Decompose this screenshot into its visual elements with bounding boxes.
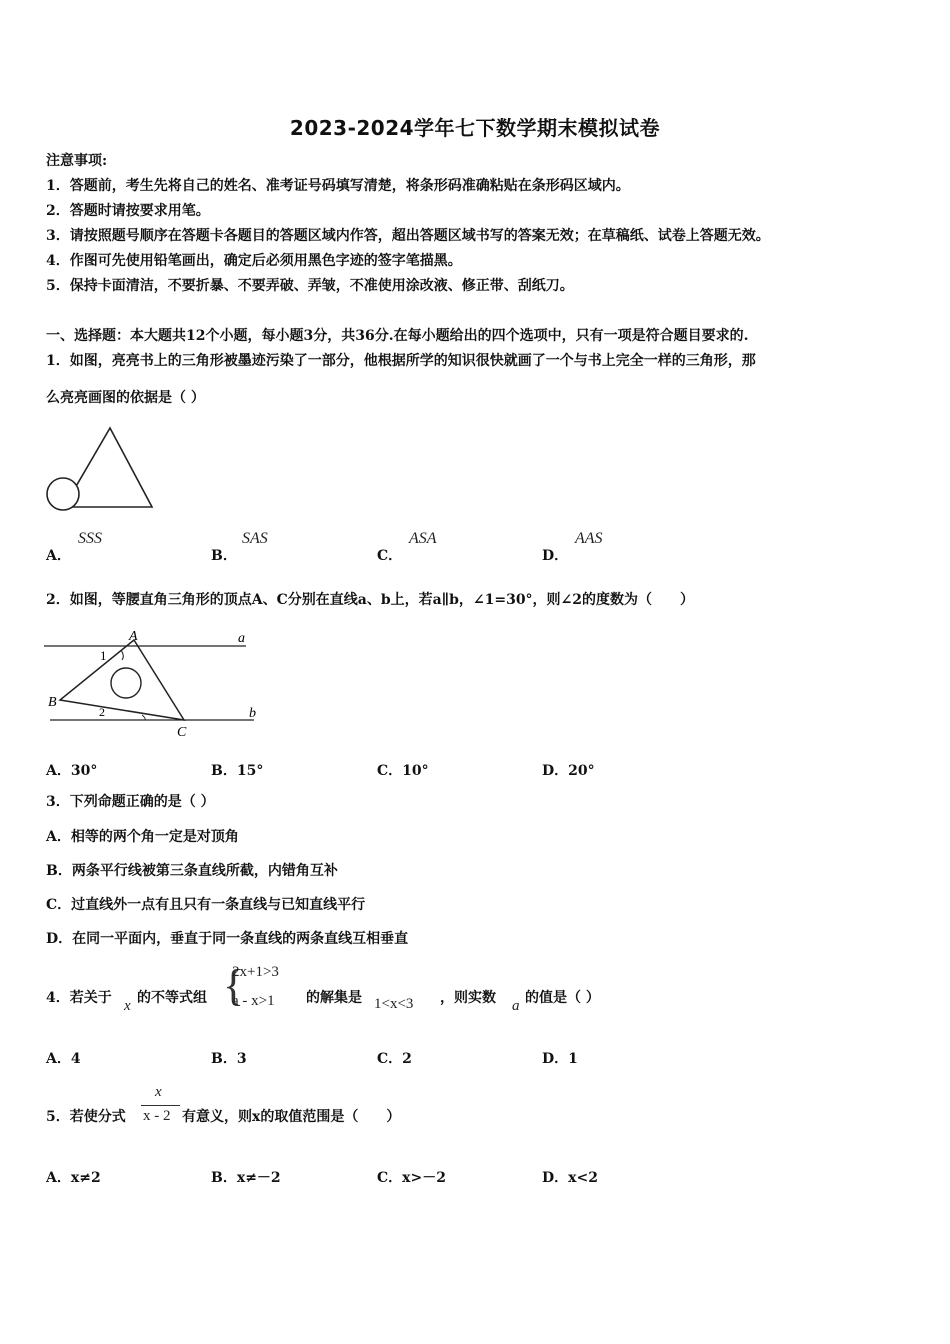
label-c-vertex: C — [177, 725, 187, 740]
question-4-mid2: 的解集是 — [306, 990, 362, 1006]
q1-option-a-letter[interactable]: A． — [46, 548, 71, 564]
q3-option-b[interactable]: B．两条平行线被第三条直线所截，内错角互补 — [46, 863, 338, 879]
question-1-figure — [44, 424, 164, 516]
label-b-vertex: B — [48, 695, 57, 710]
question-4-mid3: ，则实数 — [440, 990, 496, 1006]
question-2-stem: 2．如图，等腰直角三角形的顶点A、C分别在直线a、b上，若a∥b，∠1=30°，则∠2的度数为（ ） — [46, 592, 695, 608]
q5-option-d[interactable]: D．x<2 — [542, 1170, 598, 1186]
label-a-vertex: A — [129, 629, 138, 644]
q1-option-c-value: ASA — [409, 530, 437, 547]
question-5-suffix: 有意义，则x的取值范围是（ ） — [182, 1109, 401, 1125]
page-title: 2023-2024学年七下数学期末模拟试卷 — [289, 116, 661, 140]
question-3-stem: 3．下列命题正确的是（ ） — [46, 794, 215, 810]
fraction-bar — [141, 1105, 180, 1106]
question-1-stem-cont: 么亮亮画图的依据是（ ） — [46, 390, 205, 406]
q3-option-a[interactable]: A．相等的两个角一定是对顶角 — [46, 829, 239, 845]
label-line-b: b — [249, 706, 256, 721]
question-4-var-a: a — [512, 998, 520, 1014]
q5-option-a[interactable]: A．x≠2 — [46, 1170, 101, 1186]
question-4-mid: 的不等式组 — [137, 990, 207, 1006]
angle-2-arc — [142, 715, 145, 720]
question-2-figure — [42, 626, 267, 742]
ink-blot — [47, 478, 79, 510]
question-4-suffix: 的值是（ ） — [525, 990, 600, 1006]
q2-option-d[interactable]: D．20° — [542, 763, 595, 779]
q2-option-c[interactable]: C．10° — [377, 763, 429, 779]
question-5-prefix: 5．若使分式 — [46, 1109, 126, 1125]
question-4-prefix: 4．若关于 — [46, 990, 112, 1006]
q4-option-c[interactable]: C．2 — [377, 1051, 412, 1067]
fraction-denominator: x - 2 — [143, 1108, 171, 1124]
ink-blot — [111, 668, 141, 698]
q2-option-a[interactable]: A．30° — [46, 763, 98, 779]
q1-option-b-letter[interactable]: B． — [211, 548, 237, 564]
q3-option-d[interactable]: D．在同一平面内，垂直于同一条直线的两条直线互相垂直 — [46, 931, 409, 947]
notice-item: 1．答题前，考生先将自己的姓名、准考证号码填写清楚，将条形码准确粘贴在条形码区域内。 — [46, 178, 630, 194]
notice-heading: 注意事项: — [46, 153, 108, 169]
q1-option-b-value: SAS — [242, 530, 268, 547]
q5-option-c[interactable]: C．x>－2 — [377, 1170, 446, 1186]
fraction-numerator: x — [155, 1084, 162, 1100]
angle-1-arc — [121, 650, 123, 660]
notice-item: 2．答题时请按要求用笔。 — [46, 203, 210, 219]
system-brace: { — [223, 961, 245, 1010]
label-line-a: a — [238, 631, 245, 646]
label-angle-2: 2 — [99, 705, 105, 719]
notice-item: 3．请按照题号顺序在答题卡各题目的答题区域内作答，超出答题区域书写的答案无效；在草稿纸、试卷上答题无效。 — [46, 228, 770, 244]
notice-item: 4．作图可先使用铅笔画出，确定后必须用黑色字迹的签字笔描黑。 — [46, 253, 462, 269]
notice-item: 5．保持卡面清洁，不要折暴、不要弄破、弄皱，不准使用涂改液、修正带、刮纸刀。 — [46, 278, 574, 294]
q3-option-c[interactable]: C．过直线外一点有且只有一条直线与已知直线平行 — [46, 897, 366, 913]
inequality-1: 2x+1>3 — [232, 964, 279, 980]
q2-option-b[interactable]: B．15° — [211, 763, 264, 779]
question-1-stem: 1．如图，亮亮书上的三角形被墨迹污染了一部分，他根据所学的知识很快就画了一个与书上完全一样的三角形，那 — [46, 353, 756, 369]
q1-option-c-letter[interactable]: C． — [377, 548, 403, 564]
section-heading: 一、选择题：本大题共12个小题，每小题3分，共36分.在每小题给出的四个选项中，只有一项是符合题目要求的. — [46, 328, 749, 344]
q5-option-b[interactable]: B．x≠－2 — [211, 1170, 281, 1186]
q4-option-a[interactable]: A．4 — [46, 1051, 81, 1067]
solution-set: 1<x<3 — [374, 996, 414, 1012]
q1-option-d-letter[interactable]: D． — [542, 548, 569, 564]
q1-option-a-value: SSS — [78, 530, 102, 547]
q1-option-d-value: AAS — [575, 530, 603, 547]
question-4-var-x: x — [124, 998, 131, 1014]
label-angle-1: 1 — [100, 648, 107, 663]
q4-option-b[interactable]: B．3 — [211, 1051, 247, 1067]
q4-option-d[interactable]: D．1 — [542, 1051, 578, 1067]
inequality-2: a - x>1 — [232, 993, 275, 1009]
